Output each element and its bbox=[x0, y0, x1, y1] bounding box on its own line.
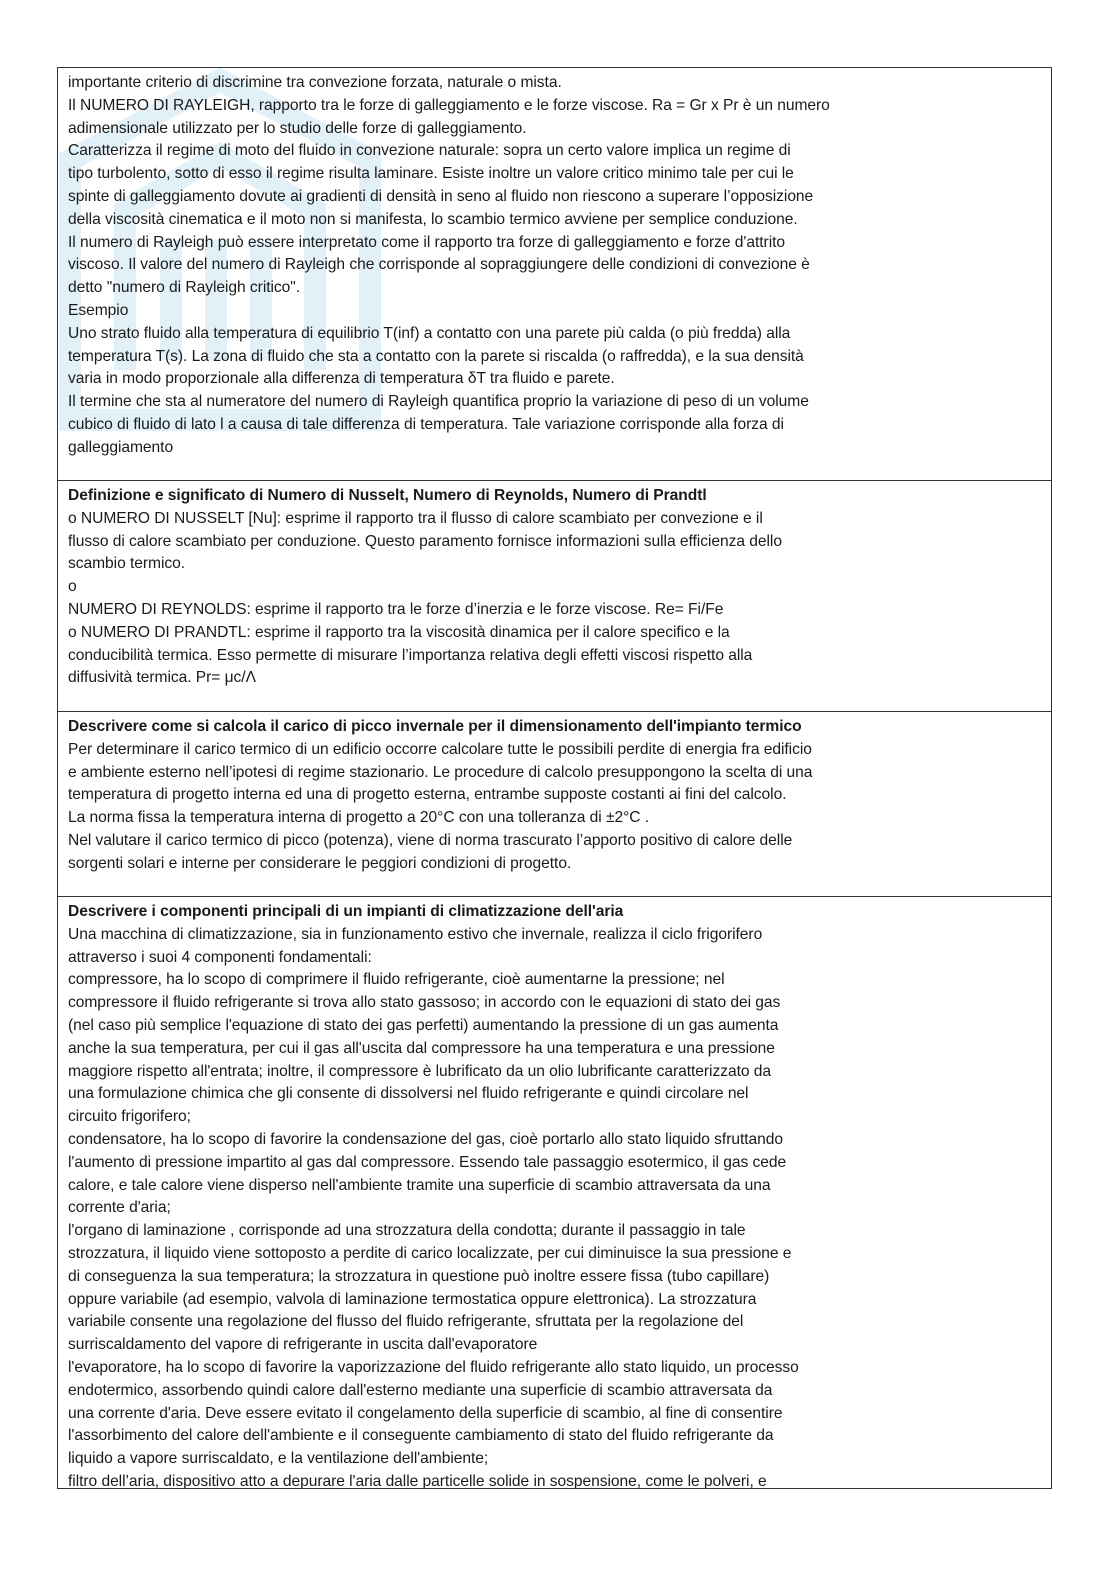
text-line: Una macchina di climatizzazione, sia in funzionamento estivo che invernale, realizza il ciclo frigorifero bbox=[68, 925, 763, 943]
text-line: temperatura T(s). La zona di fluido che sta a contatto con la parete si riscalda (o raffredda), e la sua densità bbox=[68, 347, 804, 365]
text-line: Caratterizza il regime di moto del fluido in convezione naturale: sopra un certo valore implica un regime di bbox=[68, 142, 791, 160]
text-line: Per determinare il carico termico di un edificio occorre calcolare tutte le possibili perdite di energia fra edificio bbox=[68, 740, 812, 758]
text-line: spinte di galleggiamento dovute ai gradienti di densità in seno al fluido non riescono a superare l’opposizione bbox=[68, 187, 814, 205]
section-title: Descrivere i componenti principali di un impianti di climatizzazione dell'aria bbox=[68, 903, 624, 920]
text-line: una formulazione chimica che gli consente di dissolversi nel fluido refrigerante e quindi circolare nel bbox=[68, 1085, 749, 1103]
section-carico-picco bbox=[58, 712, 1051, 897]
text-line: cubico di fluido di lato l a causa di tale differenza di temperatura. Tale variazione corrisponde alla forza di bbox=[68, 415, 784, 433]
text-line: della viscosità cinematica e il moto non si manifesta, lo scambio termico avviene per semplice conduzione. bbox=[68, 210, 798, 228]
section-title: Definizione e significato di Numero di Nusselt, Numero di Reynolds, Numero di Prandtl bbox=[68, 487, 707, 504]
text-line: conducibilità termica. Esso permette di misurare l’importanza relativa degli effetti viscosi rispetto alla bbox=[68, 646, 753, 664]
text-line: oppure variabile (ad esempio, valvola di laminazione termostatica oppure elettronica). La strozzatura bbox=[68, 1290, 757, 1308]
text-line: Il numero di Rayleigh può essere interpretato come il rapporto tra forze di galleggiamento e forze d'attrito bbox=[68, 233, 786, 251]
text-line: sorgenti solari e interne per considerare le peggiori condizioni di progetto. bbox=[68, 854, 572, 872]
text-line: Esempio bbox=[68, 301, 129, 319]
text-line: La norma fissa la temperatura interna di progetto a 20°C con una tolleranza di ±2°C . bbox=[68, 809, 650, 827]
text-line: adimensionale utilizzato per lo studio delle forze di galleggiamento. bbox=[68, 119, 527, 137]
text-line: (nel caso più semplice l'equazione di stato dei gas perfetti) aumentando la pressione di un gas aumenta bbox=[68, 1016, 779, 1034]
text-line: diffusività termica. Pr= μc/Λ bbox=[68, 669, 256, 687]
text-line: flusso di calore scambiato per conduzione. Questo paramento fornisce informazioni sulla efficienza dello bbox=[68, 532, 782, 550]
text-line: una corrente d'aria. Deve essere evitato il congelamento della superficie di scambio, al fine di consentire bbox=[68, 1404, 783, 1422]
text-line: e ambiente esterno nell’ipotesi di regime stazionario. Le procedure di calcolo presuppongono la scelta di una bbox=[68, 763, 813, 781]
text-line: varia in modo proporzionale alla differenza di temperatura δT tra fluido e parete. bbox=[68, 370, 615, 388]
text-line: o NUMERO DI NUSSELT [Nu]: esprime il rapporto tra il flusso di calore scambiato per convezione e il bbox=[68, 509, 763, 527]
text-line: liquido a vapore surriscaldato, e la ventilazione dell'ambiente; bbox=[68, 1450, 489, 1468]
text-line: Uno strato fluido alla temperatura di equilibrio T(inf) a contatto con una parete più calda (o più fredda) alla bbox=[68, 324, 791, 342]
text-line: Il termine che sta al numeratore del numero di Rayleigh quantifica proprio la variazione di peso di un volume bbox=[68, 393, 809, 411]
text-line: NUMERO DI REYNOLDS: esprime il rapporto tra le forze d’inerzia e le forze viscose. Re= Fi/Fe bbox=[68, 600, 724, 618]
text-line: scambio termico. bbox=[68, 555, 186, 573]
text-line: Il NUMERO DI RAYLEIGH, rapporto tra le forze di galleggiamento e le forze viscose. Ra = Gr x Pr è un numero bbox=[68, 96, 830, 114]
text-line: strozzatura, il liquido viene sottoposto a perdite di carico localizzate, per cui diminuisce la sua pressione e bbox=[68, 1244, 792, 1262]
text-line: l'evaporatore, ha lo scopo di favorire la vaporizzazione del fluido refrigerante allo stato liquido, un processo bbox=[68, 1358, 799, 1376]
section-climatizzazione bbox=[58, 897, 1051, 1488]
section-title: Descrivere come si calcola il carico di picco invernale per il dimensionamento dell'impianto termico bbox=[68, 718, 802, 735]
text-line: o NUMERO DI PRANDTL: esprime il rapporto tra la viscosità dinamica per il calore specifico e la bbox=[68, 623, 730, 641]
text-line: tipo turbolento, sotto di esso il regime risulta laminare. Esiste inoltre un valore critico minimo tale per cui le bbox=[68, 165, 794, 183]
text-line: detto "numero di Rayleigh critico". bbox=[68, 279, 301, 297]
text-line: viscoso. Il valore del numero di Rayleigh che corrisponde al sopraggiungere delle condizioni di convezione è bbox=[68, 256, 810, 274]
text-line: compressore, ha lo scopo di comprimere il fluido refrigerante, cioè aumentarne la pressione; nel bbox=[68, 971, 725, 989]
section-nusselt-reynolds-prandtl bbox=[58, 481, 1051, 712]
text-line: o bbox=[68, 578, 77, 596]
section-rayleigh bbox=[58, 68, 1051, 481]
text-line: di conseguenza la sua temperatura; la strozzatura in questione può inoltre essere fissa (tubo capillare) bbox=[68, 1267, 770, 1285]
text-line: importante criterio di discrimine tra convezione forzata, naturale o mista. bbox=[68, 74, 562, 91]
text-line: temperatura di progetto interna ed una di progetto esterna, entrambe supposte costanti ai fini del calcolo. bbox=[68, 786, 787, 804]
text-line: endotermico, assorbendo quindi calore dall'esterno mediante una superficie di scambio attraversata da bbox=[68, 1381, 773, 1399]
document-table bbox=[57, 67, 1052, 1489]
text-line: surriscaldamento del vapore di refrigerante in uscita dall'evaporatore bbox=[68, 1336, 538, 1354]
text-line: l'assorbimento del calore dell'ambiente e il conseguente cambiamento di stato del fluido refrigerante da bbox=[68, 1427, 774, 1445]
text-line: condensatore, ha lo scopo di favorire la condensazione del gas, cioè portarlo allo stato liquido sfruttando bbox=[68, 1130, 784, 1148]
text-line: l'aumento di pressione impartito al gas dal compressore. Essendo tale passaggio esotermico, il gas cede bbox=[68, 1153, 787, 1171]
text-line: variabile consente una regolazione del flusso del fluido refrigerante, sfruttata per la regolazione del bbox=[68, 1313, 744, 1331]
text-line: calore, e tale calore viene disperso nell'ambiente tramite una superficie di scambio attraversata da una bbox=[68, 1176, 771, 1194]
text-line: l'organo di laminazione , corrisponde ad una strozzatura della condotta; durante il passaggio in tale bbox=[68, 1222, 746, 1240]
text-line: Nel valutare il carico termico di picco (potenza), viene di norma trascurato l’apporto positivo di calore delle bbox=[68, 831, 793, 849]
text-line: corrente d'aria; bbox=[68, 1199, 171, 1217]
text-line: compressore il fluido refrigerante si trova allo stato gassoso; in accordo con le equazioni di stato dei gas bbox=[68, 994, 781, 1012]
text-line: galleggiamento bbox=[68, 438, 174, 456]
text-line: attraverso i suoi 4 componenti fondamentali: bbox=[68, 948, 372, 966]
text-line: filtro dell’aria, dispositivo atto a depurare l'aria dalle particelle solide in sospensione, come le polveri, e bbox=[68, 1472, 767, 1488]
text-line: circuito frigorifero; bbox=[68, 1108, 191, 1126]
text-line: maggiore rispetto all'entrata; inoltre, il compressore è lubrificato da un olio lubrificante caratterizzato da bbox=[68, 1062, 772, 1080]
text-line: anche la sua temperatura, per cui il gas all'uscita dal compressore ha una temperatura e una pressione bbox=[68, 1039, 775, 1057]
